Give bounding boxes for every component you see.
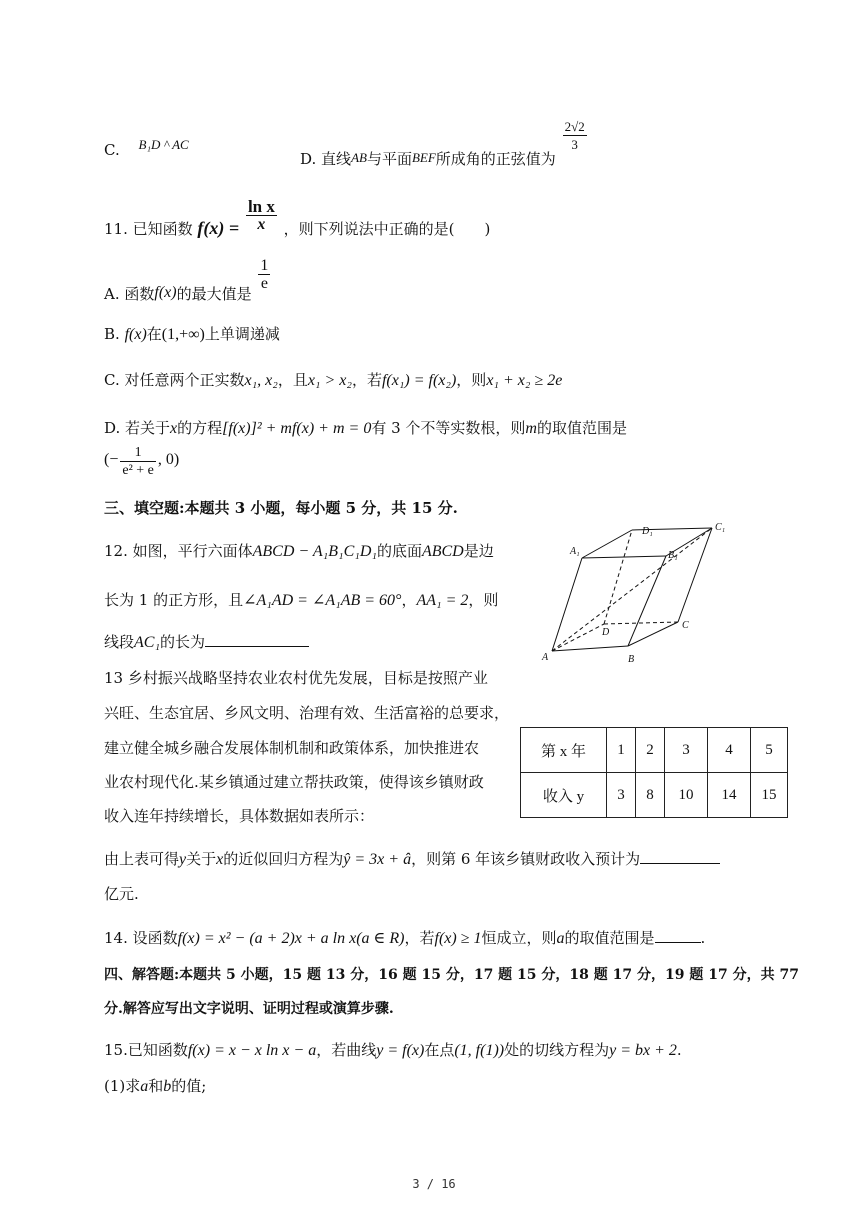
option-label: C.: [104, 141, 120, 159]
math-fx: f(x): [124, 326, 147, 343]
label-b: B: [628, 654, 635, 665]
text: ，则: [456, 371, 487, 389]
option-label: B.: [104, 325, 120, 343]
math-y: y: [179, 851, 187, 868]
text: ，若: [404, 929, 435, 947]
text: ，若: [351, 371, 382, 389]
fraction-numerator: 2√2: [564, 119, 585, 134]
q12-line3: [104, 632, 309, 653]
answer-blank[interactable]: [640, 849, 720, 864]
label-c1: C₁: [715, 522, 726, 533]
text: 的取值范围是: [536, 419, 627, 437]
table-cell: 5: [751, 728, 788, 773]
range-open: (−: [104, 450, 119, 468]
math-vars: x₁, x₂: [244, 372, 278, 389]
table-row: [521, 728, 788, 773]
text: ，则: [468, 591, 499, 609]
fraction-denominator: e: [260, 275, 268, 292]
q11-stem: [104, 197, 491, 238]
option-label: D.: [300, 149, 317, 168]
q13-line4: 业农村现代化.某乡镇通过建立帮扶政策，使得该乡镇财政: [104, 773, 484, 791]
q11-option-c: [104, 370, 562, 391]
edge-aa1: [552, 558, 582, 651]
math-conclusion: x₁ + x₂ ≥ 2e: [486, 372, 563, 389]
math-m: m: [525, 420, 537, 437]
text: ，且: [277, 371, 308, 389]
fraction-numerator: 1: [120, 444, 156, 462]
math-expression: B₁D ^ AC: [138, 137, 189, 152]
fraction: [246, 198, 277, 233]
q11-option-d: [104, 418, 627, 439]
text: 是边: [463, 542, 494, 560]
fraction-denominator: x: [257, 216, 266, 233]
text: 由上表可得: [104, 850, 180, 868]
range-close: , 0): [157, 450, 180, 468]
fraction: [258, 257, 270, 292]
math-func: f(x) = x − x ln x − a: [187, 1042, 317, 1059]
text: 关于: [186, 850, 217, 868]
q10-option-d: [300, 118, 589, 168]
question-prefix: 14. 设函数: [104, 929, 178, 947]
fraction-numerator: ln x: [247, 197, 275, 216]
math-a: a: [140, 1078, 149, 1095]
math-bef: BEF: [411, 149, 436, 165]
math-eq: [f(x)]² + mf(x) + m = 0: [222, 420, 372, 437]
label-d: D: [602, 627, 610, 638]
q15-stem: [104, 1040, 682, 1061]
table-cell: 8: [636, 773, 665, 818]
label-d1: D₁: [642, 526, 653, 537]
table-cell: 2: [636, 728, 665, 773]
text: 有 3 个不等实数根，则: [371, 419, 526, 437]
label-a: A: [542, 652, 549, 663]
q13-line5: 收入连年持续增长，具体数据如表所示：: [104, 807, 375, 825]
question-prefix: 15.已知函数: [104, 1041, 188, 1059]
q13-line3: 建立健全城乡融合发展体制机制和政策体系，加快推进农: [104, 739, 480, 757]
text: 所成角的正弦值为: [435, 149, 556, 168]
table-cell: 4: [708, 728, 751, 773]
edge-cc1: [678, 528, 712, 622]
math-cond: x₁ > x₂: [307, 372, 352, 389]
text: 的最大值是: [176, 284, 252, 303]
label-a1: A₁: [570, 546, 580, 557]
text: (1)求: [104, 1077, 141, 1095]
fraction-denominator: 3: [571, 137, 578, 152]
q14: [104, 928, 705, 949]
text: 在: [146, 325, 162, 343]
q13-line2: 兴旺、生态宜居、乡风文明、治理有效、生活富裕的总要求，: [104, 704, 510, 722]
table-cell: 15: [751, 773, 788, 818]
option-label: D. 若关于: [104, 419, 171, 437]
text: ，若曲线: [316, 1041, 377, 1059]
label-c: C: [682, 620, 689, 631]
text: 长为 1 的正方形，且: [104, 591, 244, 609]
fraction: [563, 118, 587, 153]
fraction-denominator: e² + e: [122, 463, 154, 478]
math-interval: (1,+∞): [161, 326, 205, 343]
text: 直线: [321, 149, 352, 168]
math-eq: f(x₁) = f(x₂): [381, 372, 457, 389]
table-cell: 3: [607, 773, 636, 818]
table-row: [521, 773, 788, 818]
text: 线段: [104, 633, 135, 651]
text: ，: [401, 591, 417, 609]
math-base: ABCD: [421, 543, 464, 560]
section-4-heading-cont: 分.解答应写出文字说明、证明过程或演算步骤.: [104, 1001, 394, 1017]
edge-bb1: [628, 556, 666, 646]
text: 恒成立，则: [481, 929, 557, 947]
q11-option-b: [104, 324, 280, 345]
q11-option-a: [104, 257, 272, 303]
table-cell: 1: [607, 728, 636, 773]
text: 的近似回归方程为: [223, 850, 344, 868]
table-cell: 10: [665, 773, 708, 818]
math-angle: ∠A₁AD = ∠A₁AB = 60°: [243, 592, 402, 609]
text: 的长为: [160, 633, 206, 651]
q12-line1: [104, 541, 494, 562]
math-point: (1, f(1)): [454, 1042, 505, 1059]
text: 的底面: [376, 542, 422, 560]
text: 与平面: [366, 149, 412, 168]
fraction: [120, 444, 156, 479]
func-lhs: f(x) =: [197, 217, 240, 238]
text: 处的切线方程为: [504, 1041, 610, 1059]
option-label: C. 对任意两个正实数: [104, 371, 245, 389]
income-table: [520, 727, 788, 818]
question-suffix: ，则下列说法中正确的是( ): [283, 219, 491, 238]
option-label: A. 函数: [104, 284, 155, 303]
q15-part1: [104, 1076, 206, 1097]
text: 在点: [424, 1041, 455, 1059]
section-3-heading: 三、填空题:本题共 3 小题，每小题 5 分，共 15 分.: [104, 499, 458, 517]
math-solid: ABCD − A₁B₁C₁D₁: [252, 543, 377, 560]
math-func: f(x) = x² − (a + 2)x + a ln x(a ∈ R): [177, 930, 405, 947]
math-tangent: y = bx + 2: [609, 1042, 677, 1059]
text: .: [676, 1041, 682, 1059]
q13-question: [104, 849, 720, 870]
math-segment: AC₁: [134, 634, 161, 651]
math-x: x: [216, 851, 224, 868]
q10-option-c: [104, 137, 189, 161]
text: 上单调递减: [204, 325, 280, 343]
q12-line2: [104, 590, 498, 611]
math-cond: f(x) ≥ 1: [434, 930, 482, 947]
math-regression: ŷ = 3x + â: [343, 851, 412, 868]
fraction-numerator: 1: [260, 257, 269, 274]
math-curve: y = f(x): [376, 1042, 425, 1059]
math-x: x: [170, 420, 178, 437]
text: .: [700, 929, 706, 947]
q11-option-d-range: [104, 444, 179, 479]
label-b1: B₁: [668, 550, 678, 561]
text: 的取值范围是: [564, 929, 655, 947]
q13-unit: 亿元.: [104, 885, 139, 903]
math-ab: AB: [351, 149, 367, 165]
edge-dc: [604, 622, 678, 624]
edge-bc: [628, 622, 678, 646]
edge-dd1: [604, 530, 632, 624]
text: ，则第 6 年该乡镇财政收入预计为: [411, 850, 641, 868]
math-a: a: [556, 930, 565, 947]
text: 的方程: [177, 419, 223, 437]
math-length: AA₁ = 2: [416, 592, 469, 609]
text: 12. 如图，平行六面体: [104, 542, 253, 560]
section-4-heading: 四、解答题:本题共 5 小题，15 题 13 分，16 题 15 分，17 题 15 分，18 题 17 分，19 题 17 分，共 77: [104, 967, 799, 983]
answer-blank[interactable]: [655, 928, 701, 943]
q13-line1: 13 乡村振兴战略坚持农业农村优先发展，目标是按照产业: [104, 669, 488, 687]
table-cell: 14: [708, 773, 751, 818]
question-prefix: 11. 已知函数: [104, 219, 193, 238]
page-number: 3 / 16: [412, 1177, 456, 1191]
math-fx: f(x): [154, 283, 177, 301]
table-cell: 3: [665, 728, 708, 773]
edge-ab: [552, 646, 628, 651]
text: 和: [148, 1077, 164, 1095]
table-header-year: 第 x 年: [521, 728, 607, 773]
parallelepiped-figure: [536, 518, 746, 666]
text: 的值;: [171, 1077, 207, 1095]
table-header-income: 收入 y: [521, 773, 607, 818]
answer-blank[interactable]: [205, 632, 309, 647]
math-b: b: [163, 1078, 172, 1095]
